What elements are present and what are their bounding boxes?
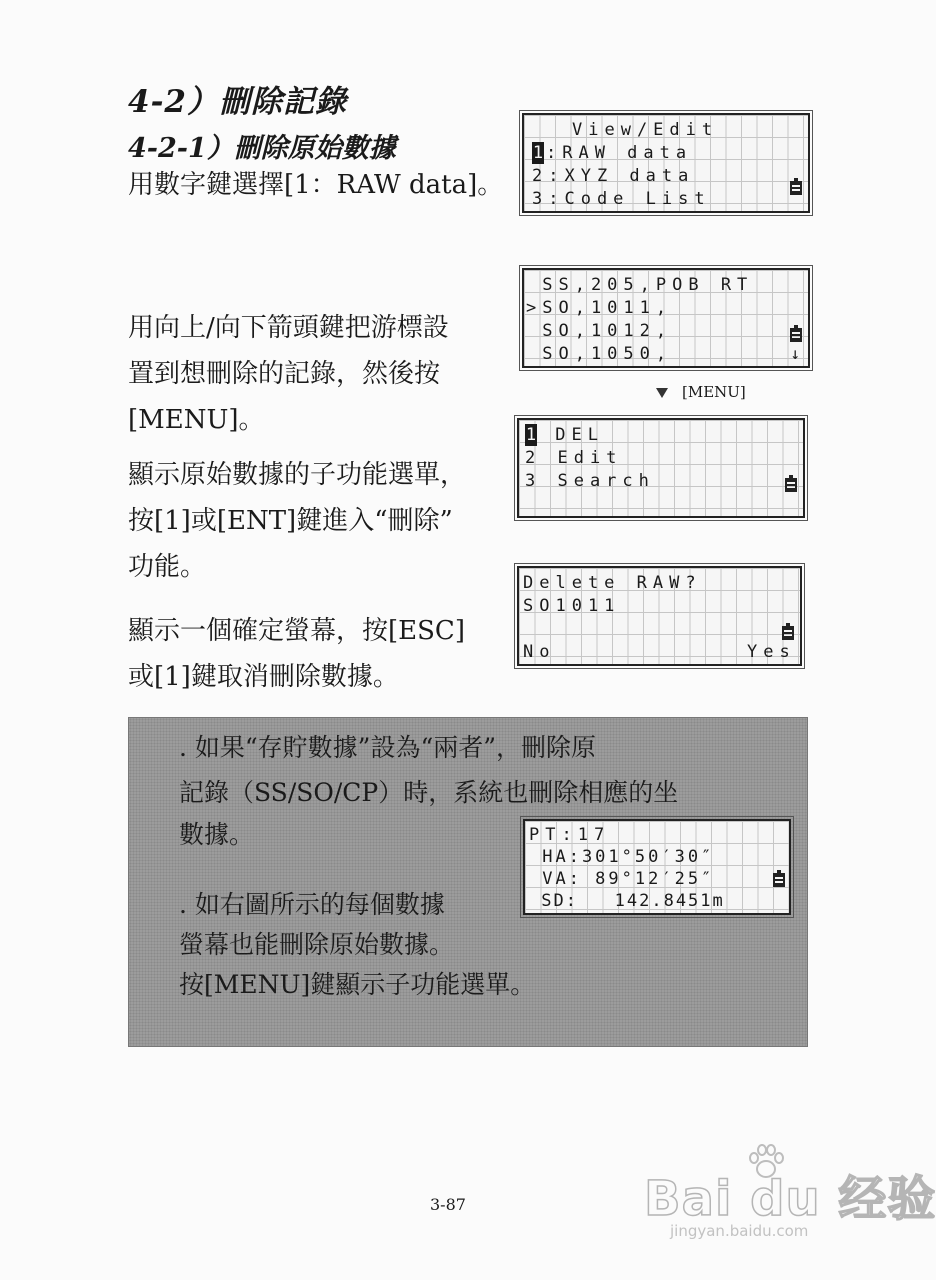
step4-line2: 或[1]鍵取消刪除數據。 — [128, 662, 399, 692]
step3-line3: 功能。 — [128, 552, 207, 582]
watermark-brand: Bai du 经验 — [644, 1171, 936, 1227]
note-box — [128, 717, 808, 1047]
record-row[interactable]: SO,1012, — [526, 321, 673, 341]
selection-cursor: 1 — [525, 425, 537, 445]
note-line: 數據。 — [179, 820, 255, 849]
baidu-watermark — [640, 1140, 936, 1250]
point-id: PT:17 — [529, 825, 611, 845]
menu-item-code-list[interactable]: 3:Code List — [532, 189, 711, 209]
step2-line2: 置到想刪除的記錄，然後按 — [128, 359, 441, 389]
step2-line3: [MENU]。 — [128, 405, 265, 435]
vertical-angle: VA: 89°12′25″ — [529, 869, 715, 889]
note-line: 記錄（SS/SO/CP）時，系統也刪除相應的坐 — [179, 778, 679, 807]
section-heading: 4-2）刪除記錄 — [128, 84, 348, 120]
step3-text — [128, 452, 466, 590]
step4-text — [128, 608, 465, 700]
menu-item-xyz-data[interactable]: 2:XYZ data — [532, 166, 695, 186]
step3-line2: 按[1]或[ENT]鍵進入“刪除” — [128, 506, 453, 536]
down-triangle-icon — [656, 388, 668, 398]
menu-item-label: :RAW data — [546, 143, 693, 163]
step3-line1: 顯示原始數據的子功能選單， — [128, 460, 467, 490]
subsection-heading: 4-2-1）刪除原始數據 — [128, 133, 396, 164]
menu-key-hint — [656, 383, 746, 401]
note-line: 按[MENU]鍵顯示子功能選單。 — [179, 970, 536, 999]
battery-icon — [790, 328, 802, 342]
submenu-item-search[interactable]: 3 Search — [525, 471, 655, 491]
yes-option[interactable]: Yes — [747, 642, 796, 662]
lcd-view-edit-menu — [522, 113, 810, 213]
submenu-item-del[interactable] — [525, 424, 604, 446]
lcd-measurement — [523, 819, 791, 915]
note-line: 螢幕也能刪除原始數據。 — [179, 930, 455, 959]
step1-text: 用數字鍵選擇[1：RAW data]。 — [128, 170, 504, 200]
horizontal-angle: HA:301°50′30″ — [529, 847, 715, 867]
no-option[interactable]: No — [523, 642, 556, 662]
watermark-url: jingyan.baidu.com — [670, 1222, 809, 1240]
step4-line1: 顯示一個確定螢幕，按[ESC] — [128, 616, 465, 646]
step2-text — [128, 305, 449, 443]
step2-line1: 用向上/向下箭頭鍵把游標設 — [128, 313, 449, 343]
battery-icon — [785, 478, 797, 492]
submenu-item-edit[interactable]: 2 Edit — [525, 448, 623, 468]
battery-icon — [773, 873, 785, 887]
lcd-submenu — [517, 418, 805, 518]
record-row-selected[interactable]: >SO,1011, — [526, 298, 673, 318]
confirm-prompt: Delete RAW? — [523, 573, 702, 593]
page-number: 3-87 — [430, 1195, 466, 1214]
note-line: . 如果“存貯數據”設為“兩者”，刪除原 — [179, 733, 597, 762]
slope-distance: SD: 142.8451m — [529, 891, 725, 911]
menu-item-raw-data[interactable] — [532, 142, 692, 164]
lcd-title: View/Edit — [572, 120, 719, 140]
record-row[interactable]: SS,205,POB RT — [526, 275, 754, 295]
selection-cursor: 1 — [532, 143, 544, 163]
menu-key-label: [MENU] — [682, 383, 746, 401]
scroll-down-icon: ↓ — [790, 344, 800, 363]
battery-icon — [782, 626, 794, 640]
submenu-item-label: DEL — [539, 425, 604, 445]
lcd-confirm-delete — [517, 566, 802, 666]
record-row[interactable]: SO,1050, — [526, 344, 673, 364]
note-line: . 如右圖所示的每個數據 — [179, 890, 445, 919]
lcd-record-list — [522, 268, 810, 368]
battery-icon — [790, 181, 802, 195]
confirm-record-id: SO1011 — [523, 596, 621, 616]
